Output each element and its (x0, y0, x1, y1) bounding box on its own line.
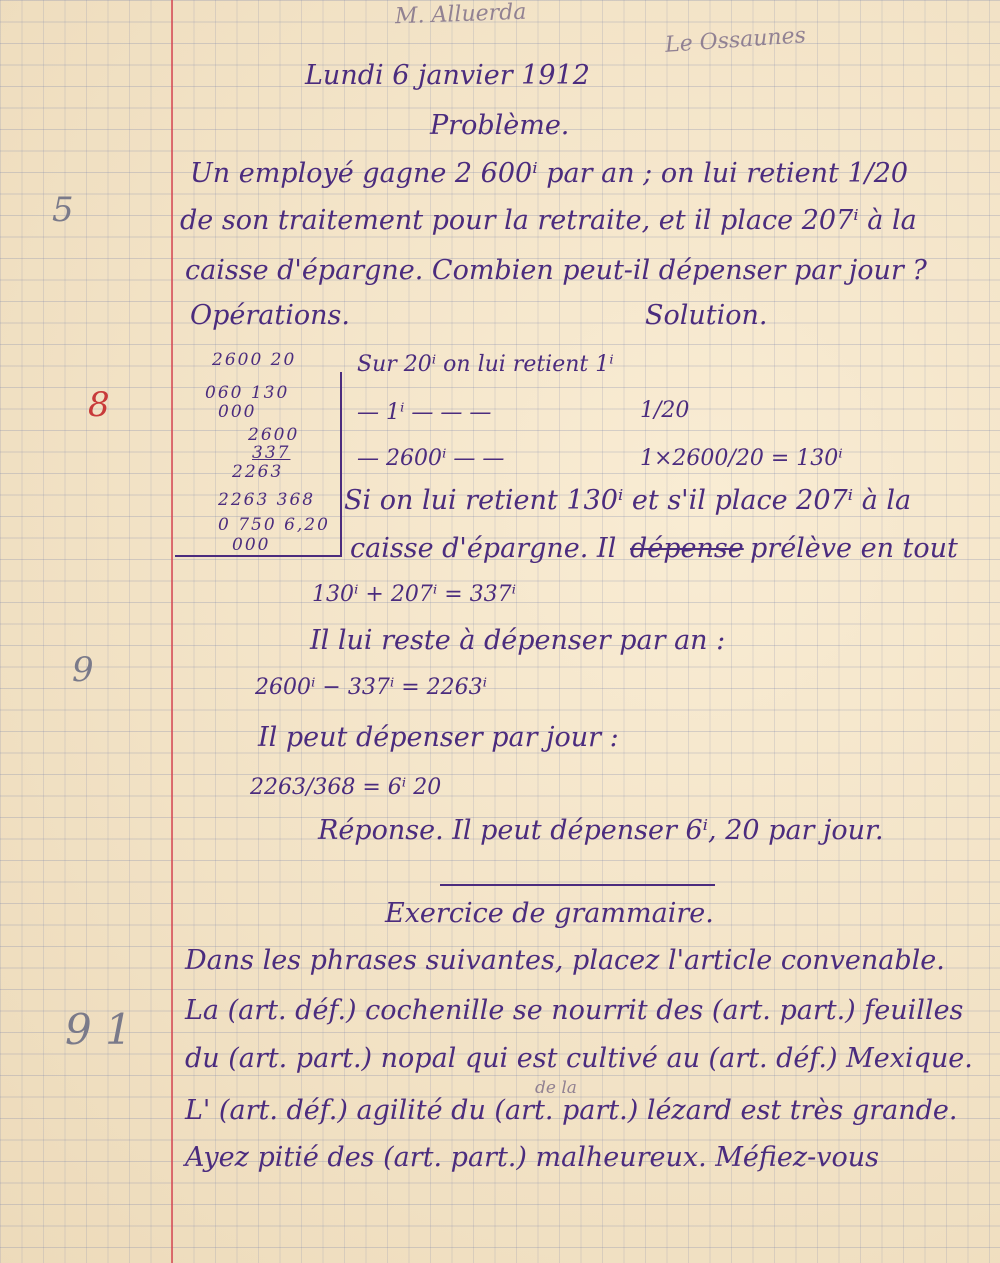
op-row-1: 2600 20 (212, 350, 297, 370)
operations-box-bottom-border (175, 555, 342, 557)
problem-line-1: Un employé gagne 2 600ⁱ par an ; on lui retient 1/20 (190, 158, 909, 189)
op-row-2: 060 130 (205, 383, 290, 403)
solution-line-5c: prélève en tout (750, 533, 958, 564)
grammar-title: Exercice de grammaire. (385, 898, 714, 929)
grammar-line-1: Dans les phrases suivantes, placez l'article convenable. (185, 945, 945, 976)
grammar-line-5: Ayez pitié des (art. part.) malheureux. Méfiez-vous (185, 1142, 879, 1173)
problem-title: Problème. (430, 110, 570, 141)
solution-line-10: 2263/368 = 6ⁱ 20 (250, 775, 442, 800)
grammar-line-2: La (art. déf.) cochenille se nourrit des (art. part.) feuilles (185, 995, 964, 1026)
op-row-3: 000 (218, 402, 257, 422)
signature: Le Ossaunes (664, 23, 807, 58)
op-row-7: 2263 368 (218, 490, 316, 510)
section-divider (440, 884, 715, 886)
margin-line (171, 0, 173, 1263)
problem-line-2: de son traitement pour la retraite, et il place 207ⁱ à la (180, 205, 917, 236)
solution-line-5-struck: dépense (630, 533, 744, 564)
solution-line-3a: — 2600ⁱ — — (357, 446, 505, 471)
answer-line: Réponse. Il peut dépenser 6ⁱ, 20 par jour. (318, 815, 884, 846)
operations-box-right-border (340, 372, 342, 557)
grade-mark-4: 9 1 (65, 1005, 132, 1054)
solution-line-2b: 1/20 (640, 398, 690, 423)
solution-line-5a: caisse d'épargne. Il (350, 533, 617, 564)
solution-line-6: 130ⁱ + 207ⁱ = 337ⁱ (312, 582, 517, 607)
op-row-9: 000 (232, 535, 271, 555)
solution-line-9: Il peut dépenser par jour : (258, 722, 619, 753)
grammar-line-3: du (art. part.) nopal qui est cultivé au (art. déf.) Mexique. (185, 1043, 973, 1074)
solution-line-2a: — 1ⁱ — — — (357, 400, 492, 425)
top-scrawl: M. Alluerda (394, 0, 527, 30)
grade-mark-1: 5 (52, 190, 74, 230)
problem-line-3: caisse d'épargne. Combien peut-il dépenser par jour ? (185, 255, 927, 286)
grammar-correction: de la (535, 1078, 577, 1098)
grammar-line-4: L' (art. déf.) agilité du (art. part.) lézard est très grande. (185, 1095, 958, 1126)
op-row-6: 2263 (232, 462, 284, 482)
solution-line-7: Il lui reste à dépenser par an : (310, 625, 726, 656)
solution-line-1: Sur 20ⁱ on lui retient 1ⁱ (357, 352, 614, 377)
grade-mark-3: 9 (72, 650, 94, 690)
solution-label: Solution. (645, 300, 768, 331)
operations-label: Opérations. (190, 300, 350, 331)
solution-line-8: 2600ⁱ − 337ⁱ = 2263ⁱ (255, 675, 488, 700)
op-row-4: 2600 (248, 425, 300, 445)
op-row-5: 337 (252, 443, 291, 463)
grade-mark-2: 8 (88, 385, 110, 425)
op-row-8: 0 750 6,20 (218, 515, 330, 535)
solution-line-4: Si on lui retient 130ⁱ et s'il place 207ⁱ à la (344, 485, 912, 516)
date-heading: Lundi 6 janvier 1912 (305, 60, 590, 91)
solution-line-3b: 1×2600/20 = 130ⁱ (640, 446, 843, 471)
